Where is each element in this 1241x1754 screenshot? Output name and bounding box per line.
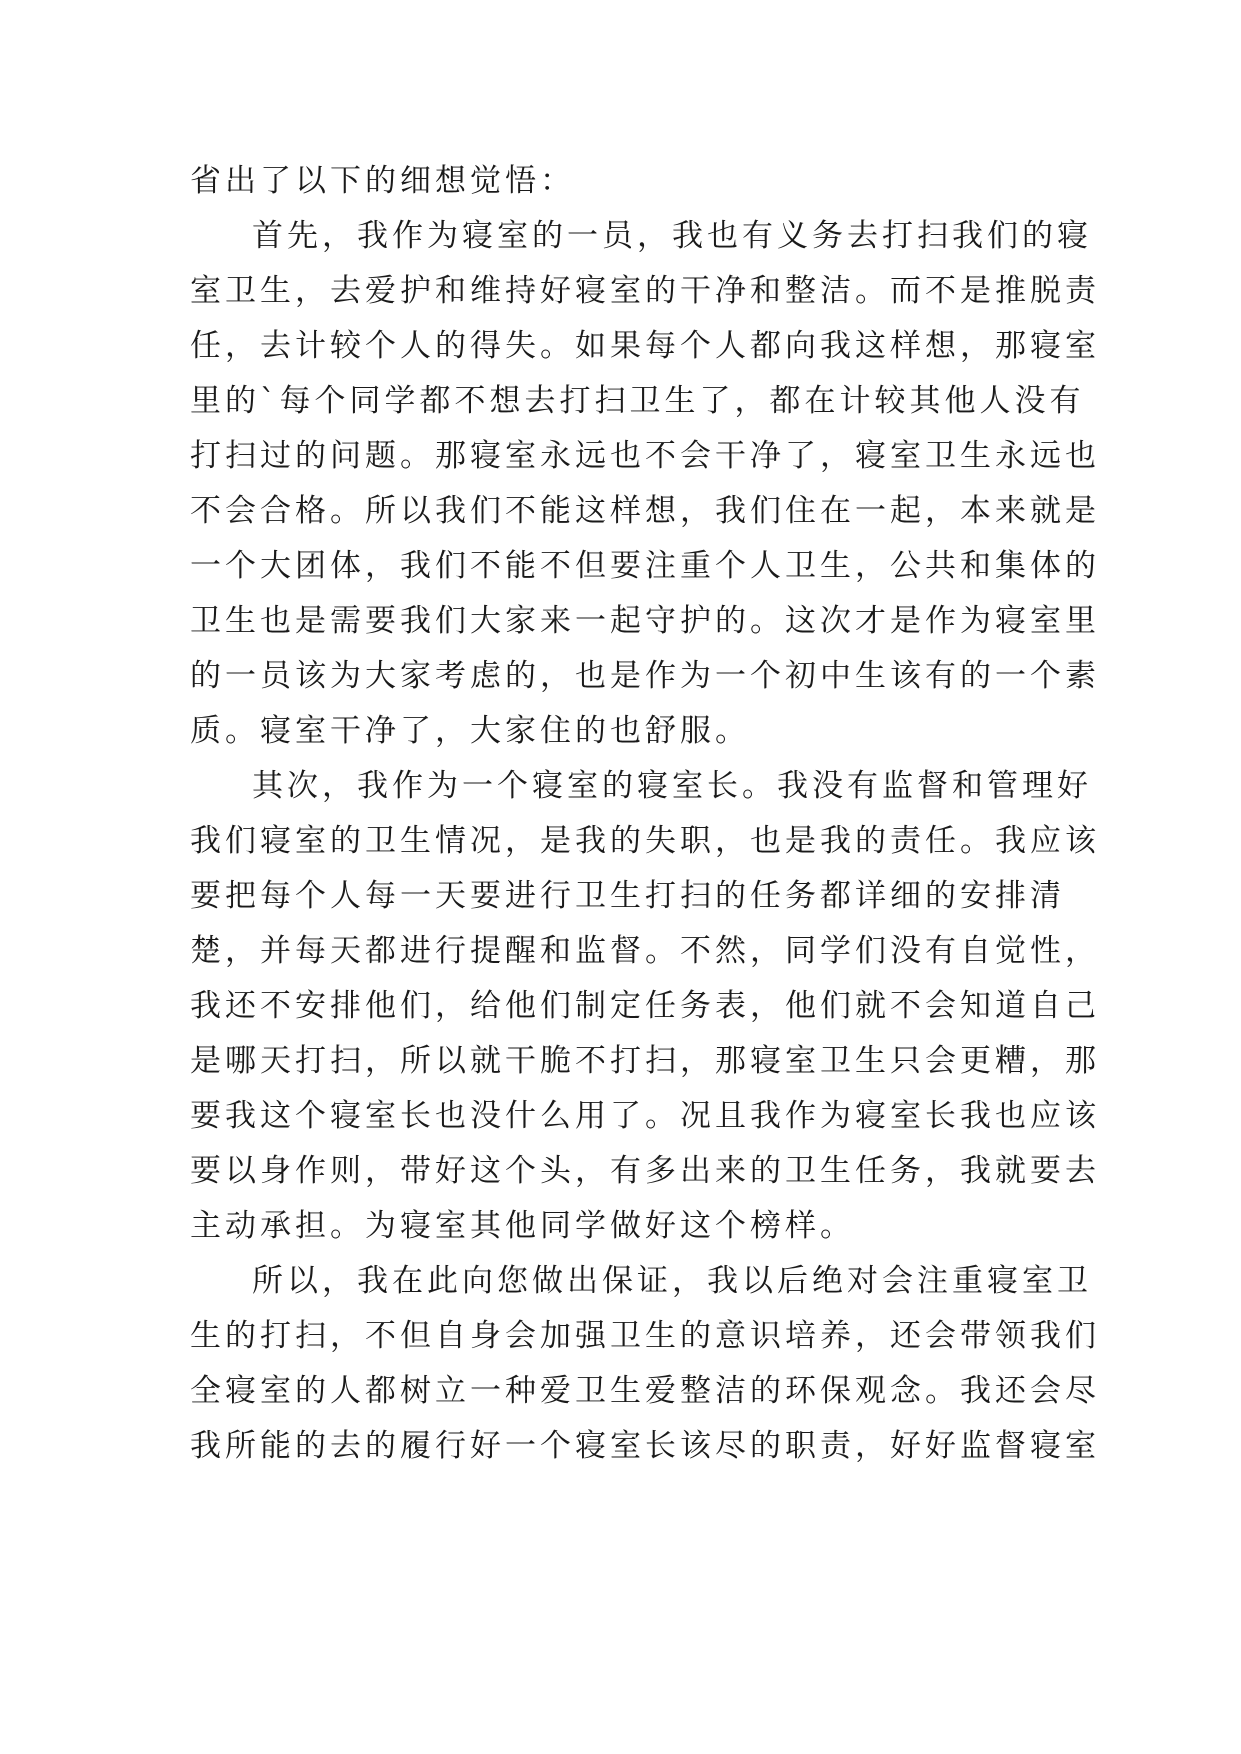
text-line: 其次，我作为一个寝室的寝室长。我没有监督和管理好	[252, 768, 1092, 804]
text-line: 任，去计较个人的得失。如果每个人都向我这样想，那寝室	[190, 328, 1100, 364]
text-line: 楚，并每天都进行提醒和监督。不然，同学们没有自觉性，	[190, 933, 1100, 969]
text-line: 全寝室的人都树立一种爱卫生爱整洁的环保观念。我还会尽	[190, 1373, 1100, 1409]
text-line: 室卫生，去爱护和维持好寝室的干净和整洁。而不是推脱责	[190, 273, 1100, 309]
text-line: 我们寝室的卫生情况，是我的失职，也是我的责任。我应该	[190, 823, 1100, 859]
text-line: 我还不安排他们，给他们制定任务表，他们就不会知道自己	[190, 988, 1100, 1024]
text-line: 一个大团体，我们不能不但要注重个人卫生，公共和集体的	[190, 548, 1100, 584]
text-line: 不会合格。所以我们不能这样想，我们住在一起，本来就是	[190, 493, 1100, 529]
text-line: 的一员该为大家考虑的，也是作为一个初中生该有的一个素	[190, 658, 1100, 694]
text-line: 是哪天打扫，所以就干脆不打扫，那寝室卫生只会更糟，那	[190, 1043, 1100, 1079]
text-line: 省出了以下的细想觉悟：	[190, 163, 575, 199]
text-line: 首先，我作为寝室的一员，我也有义务去打扫我们的寝	[252, 218, 1092, 254]
text-line: 要把每个人每一天要进行卫生打扫的任务都详细的安排清	[190, 878, 1065, 914]
text-line: 打扫过的问题。那寝室永远也不会干净了，寝室卫生永远也	[190, 438, 1100, 474]
text-line: 要以身作则，带好这个头，有多出来的卫生任务，我就要去	[190, 1153, 1100, 1189]
text-line: 所以，我在此向您做出保证，我以后绝对会注重寝室卫	[252, 1263, 1092, 1299]
text-line: 生的打扫，不但自身会加强卫生的意识培养，还会带领我们	[190, 1318, 1100, 1354]
text-line: 主动承担。为寝室其他同学做好这个榜样。	[190, 1208, 855, 1244]
text-line: 我所能的去的履行好一个寝室长该尽的职责，好好监督寝室	[190, 1428, 1100, 1464]
body-text	[190, 154, 1100, 1474]
text-line: 要我这个寝室长也没什么用了。况且我作为寝室长我也应该	[190, 1098, 1100, 1134]
text-line: 卫生也是需要我们大家来一起守护的。这次才是作为寝室里	[190, 603, 1100, 639]
text-line: 质。寝室干净了，大家住的也舒服。	[190, 713, 750, 749]
text-line: 里的`每个同学都不想去打扫卫生了，都在计较其他人没有	[190, 383, 1085, 419]
